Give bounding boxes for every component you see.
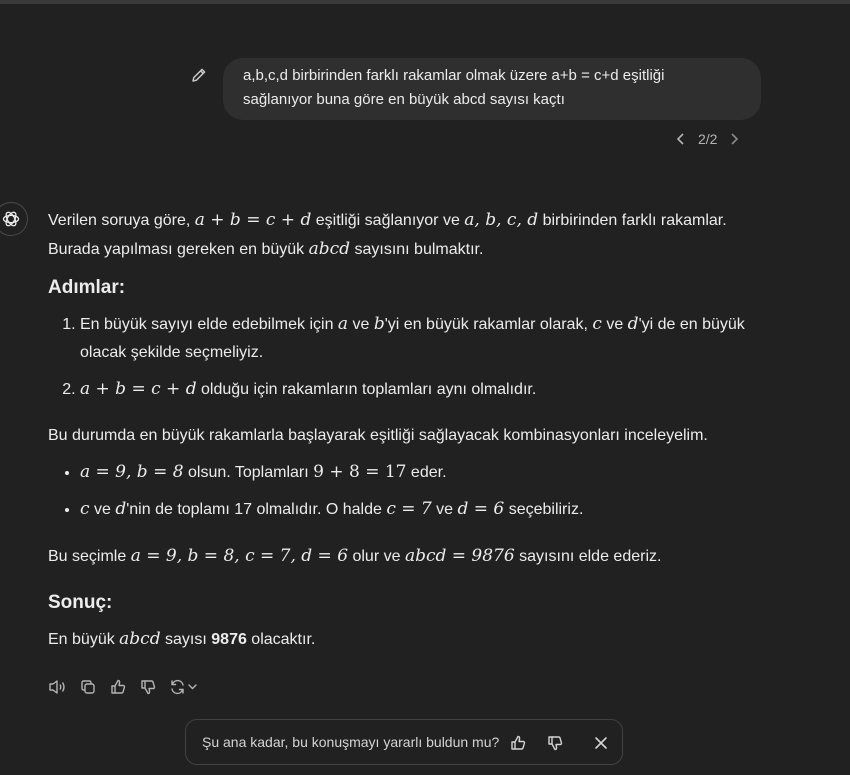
math: abcd: [308, 239, 351, 259]
text: olsun. Toplamları: [183, 464, 314, 481]
math: b: [373, 314, 385, 334]
user-message-bubble: [223, 58, 761, 120]
thumbs-up-icon[interactable]: [507, 732, 529, 754]
text: ve: [348, 316, 374, 333]
text: sayısını elde ederiz.: [514, 548, 662, 565]
answer-paragraph-2: Bu durumda en büyük rakamlarla başlayarak eşitliği sağlayacak kombinasyonları inceleyelim.: [48, 427, 708, 444]
text: En büyük sayıyı elde edebilmek için: [80, 316, 338, 333]
steps-heading: Adımlar:: [48, 277, 126, 298]
step-2: [80, 375, 768, 404]
text: olacaktır.: [246, 631, 316, 648]
chevron-right-icon[interactable]: [725, 128, 743, 150]
math: a = 9, b = 8, c = 7, d = 6: [130, 546, 349, 566]
chevron-down-icon: [189, 685, 196, 689]
text: sayısı: [160, 631, 212, 648]
answer-intro: [48, 206, 768, 264]
text: Bu seçimle: [48, 548, 131, 565]
text: ve: [89, 501, 116, 518]
text: En büyük: [48, 631, 120, 648]
thumbs-up-icon[interactable]: [108, 676, 128, 698]
text: ve: [431, 501, 458, 518]
bullet-2: [80, 495, 768, 524]
text: eşitliği sağlanıyor ve: [311, 212, 465, 229]
result-value: 9876: [211, 631, 247, 648]
pager-label: 2/2: [698, 131, 718, 147]
text: 'yi de en büyük olacak şekilde seçmeliyiz.: [80, 316, 745, 361]
math: a: [337, 314, 349, 334]
bullets-list: [48, 458, 768, 524]
steps-list: [48, 310, 768, 404]
text: ve: [601, 316, 628, 333]
math: c: [80, 499, 90, 519]
chevron-left-icon[interactable]: [672, 128, 690, 150]
math: abcd: [119, 629, 161, 649]
text: seçebiliriz.: [504, 501, 584, 518]
math: a = 9, b = 8: [80, 462, 184, 482]
step-1: [80, 310, 768, 367]
read-aloud-icon[interactable]: [48, 676, 68, 698]
message-actions: [48, 676, 200, 698]
math: d: [115, 499, 127, 519]
text: sayısını bulmaktır.: [350, 241, 484, 258]
math: a, b, c, d: [464, 210, 539, 230]
user-message-line-2: sağlanıyor buna göre en büyük abcd sayısı kaçtı: [243, 91, 565, 108]
math: c = 7: [386, 499, 432, 519]
thumbs-down-icon[interactable]: [544, 732, 566, 754]
feedback-question: Şu ana kadar, bu konuşmayı yararlı buldun mu?: [202, 734, 500, 750]
edit-icon[interactable]: [190, 66, 208, 84]
text: birbirinden farklı rakamlar. Burada yapılması gereken en büyük: [48, 212, 727, 258]
answer-result: [48, 625, 768, 654]
regenerate-icon[interactable]: [168, 676, 200, 698]
math: a + b = c + d: [194, 210, 312, 230]
user-message-line-1: a,b,c,d birbirinden farklı rakamlar olmak üzere a+b = c+d eşitliği: [243, 67, 665, 84]
thumbs-down-icon[interactable]: [138, 676, 158, 698]
chatgpt-logo-icon: [0, 202, 28, 236]
math: abcd = 9876: [404, 546, 515, 566]
math: c: [592, 314, 602, 334]
assistant-answer: [48, 206, 768, 654]
result-heading: Sonuç:: [48, 592, 113, 613]
feedback-prompt: [185, 719, 623, 765]
text: olur ve: [348, 548, 405, 565]
text: 'yi en büyük rakamlar olarak,: [384, 316, 593, 333]
answer-paragraph-3: [48, 542, 768, 571]
text: Verilen soruya göre,: [48, 212, 195, 229]
copy-icon[interactable]: [78, 676, 98, 698]
text: eder.: [406, 464, 447, 481]
text: olduğu için rakamların toplamları aynı olmalıdır.: [196, 381, 537, 398]
text: 'nin de toplamı 17 olmalıdır. O halde: [126, 501, 387, 518]
response-pager: [672, 128, 743, 150]
top-border: [0, 0, 850, 4]
bullet-1: [80, 458, 768, 487]
math: a + b = c + d: [80, 379, 197, 399]
close-icon[interactable]: [590, 732, 612, 754]
math: d = 6: [457, 499, 505, 519]
math: 9 + 8 = 17: [313, 462, 407, 482]
math: d: [627, 314, 639, 334]
